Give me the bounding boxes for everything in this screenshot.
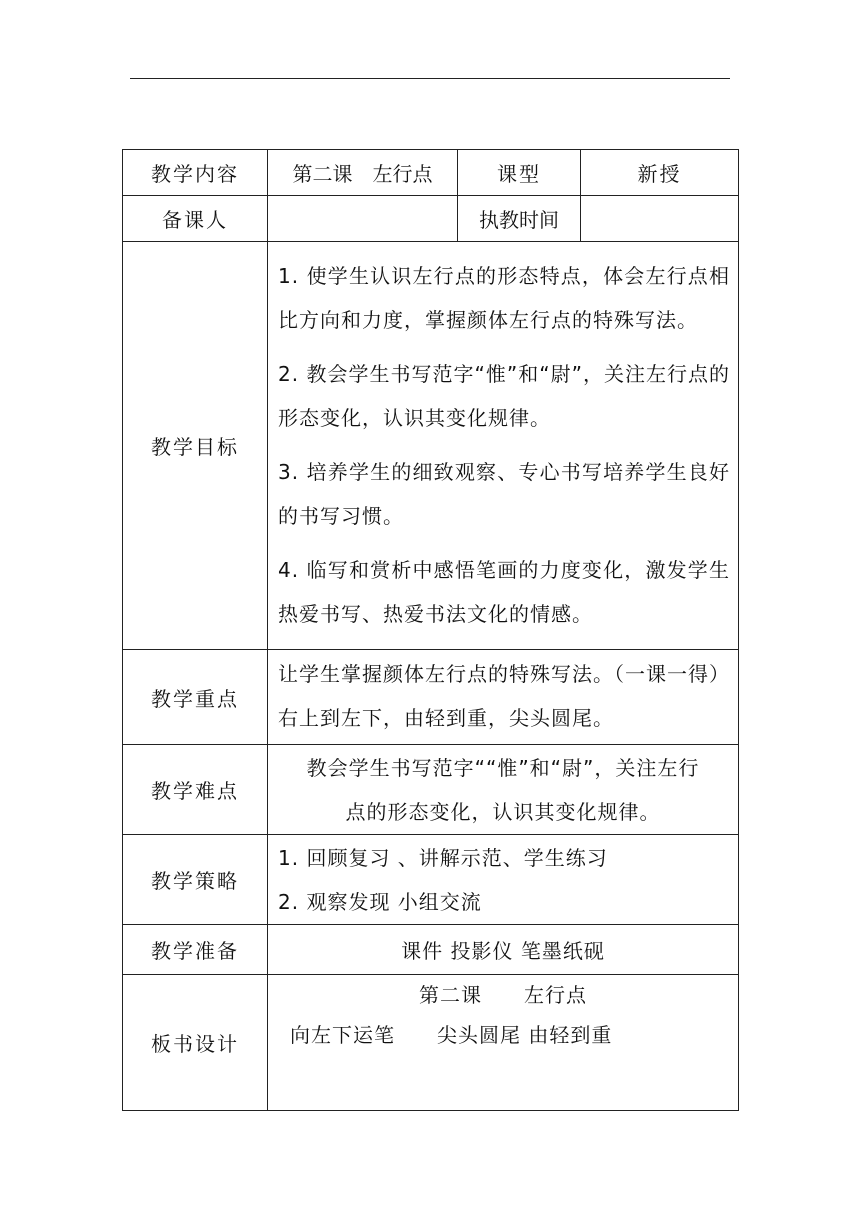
label-content: 教学内容	[123, 150, 268, 196]
label-difficulty: 教学难点	[123, 745, 268, 835]
key-point-text: 让学生掌握颜体左行点的特殊写法。（一课一得）右上到左下，由轻到重，尖头圆尾。	[278, 662, 730, 730]
header-rule	[130, 78, 730, 79]
row-content	[123, 150, 739, 196]
difficulty-line-2: 点的形态变化，认识其变化规律。	[345, 799, 661, 824]
goal-item: 2. 教会学生书写范字“惟”和“尉”，关注左行点的形态变化，认识其变化规律。	[278, 361, 730, 430]
preparer-value	[268, 196, 458, 242]
label-teaching-time: 执教时间	[458, 196, 581, 242]
strategy-item: 1. 回顾复习 、讲解示范、学生练习	[278, 845, 608, 870]
row-preparation	[123, 925, 739, 975]
label-board: 板书设计	[123, 975, 268, 1111]
row-key-point	[123, 650, 739, 745]
board-cell	[268, 975, 739, 1111]
type-value: 新授	[581, 150, 739, 196]
board-title: 第二课 左行点	[419, 983, 587, 1007]
label-type: 课型	[458, 150, 581, 196]
label-goals: 教学目标	[123, 242, 268, 650]
difficulty-line-1: 教会学生书写范字““惟”和“尉”，关注左行	[306, 755, 700, 780]
preparation-text: 课件 投影仪 笔墨纸砚	[268, 925, 739, 975]
lesson-plan-table	[122, 149, 739, 1111]
row-board	[123, 975, 739, 1111]
label-key-point: 教学重点	[123, 650, 268, 745]
goals-cell	[268, 242, 739, 650]
row-difficulty	[123, 745, 739, 835]
goal-item: 1. 使学生认识左行点的形态特点，体会左行点相比方向和力度，掌握颜体左行点的特殊写法。	[278, 263, 730, 332]
strategy-cell	[268, 835, 739, 925]
difficulty-cell	[268, 745, 739, 835]
label-strategy: 教学策略	[123, 835, 268, 925]
label-preparation: 教学准备	[123, 925, 268, 975]
goal-item: 3. 培养学生的细致观察、专心书写培养学生良好的书写习惯。	[278, 459, 730, 528]
goal-item: 4. 临写和赏析中感悟笔画的力度变化，激发学生热爱书写、热爱书法文化的情感。	[278, 557, 730, 626]
lesson-title: 第二课 左行点	[268, 150, 458, 196]
teaching-time-value	[581, 196, 739, 242]
row-goals	[123, 242, 739, 650]
strategy-item: 2. 观察发现 小组交流	[278, 889, 482, 914]
key-point-cell	[268, 650, 739, 745]
row-strategy	[123, 835, 739, 925]
row-preparer	[123, 196, 739, 242]
board-line: 向左下运笔 尖头圆尾 由轻到重	[290, 1023, 613, 1047]
label-preparer: 备课人	[123, 196, 268, 242]
